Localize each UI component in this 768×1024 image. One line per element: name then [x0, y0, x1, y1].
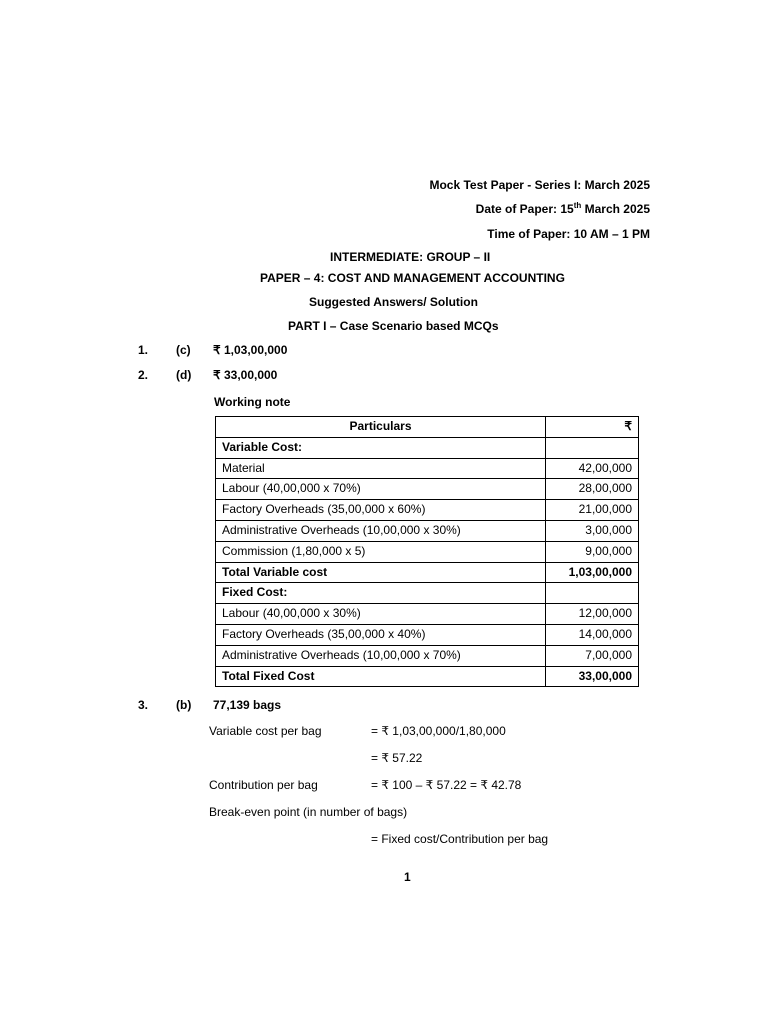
- row-amount: [546, 583, 639, 604]
- row-amount: 42,00,000: [546, 458, 639, 479]
- row-amount: 9,00,000: [546, 541, 639, 562]
- answer-2-value: ₹ 33,00,000: [213, 368, 278, 382]
- row-label: Labour (40,00,000 x 30%): [216, 604, 546, 625]
- paper-title: PAPER – 4: COST AND MANAGEMENT ACCOUNTING: [260, 271, 565, 285]
- table-row: [216, 645, 639, 666]
- answer-1-option: (c): [176, 343, 191, 357]
- table-row: [216, 666, 639, 687]
- variable-cost-equation: = ₹ 1,03,00,000/1,80,000: [371, 724, 506, 738]
- row-label: Commission (1,80,000 x 5): [216, 541, 546, 562]
- row-label: Administrative Overheads (10,00,000 x 70%): [216, 645, 546, 666]
- table-row: [216, 624, 639, 645]
- paper-date-line: [476, 202, 650, 216]
- table-row: [216, 437, 639, 458]
- row-amount: 28,00,000: [546, 479, 639, 500]
- paper-date-suffix: March 2025: [581, 202, 650, 216]
- table-row: [216, 520, 639, 541]
- answer-2-option: (d): [176, 368, 192, 382]
- suggested-answers-title: Suggested Answers/ Solution: [309, 295, 478, 309]
- table-row: [216, 500, 639, 521]
- row-amount: 33,00,000: [546, 666, 639, 687]
- paper-series-line: Mock Test Paper - Series I: March 2025: [429, 178, 650, 192]
- row-label: Total Variable cost: [216, 562, 546, 583]
- part-title: PART I – Case Scenario based MCQs: [288, 319, 499, 333]
- table-row: [216, 562, 639, 583]
- row-label: Labour (40,00,000 x 70%): [216, 479, 546, 500]
- particulars-header: Particulars: [216, 417, 546, 438]
- break-even-label: Break-even point (in number of bags): [209, 805, 408, 819]
- row-amount: 7,00,000: [546, 645, 639, 666]
- row-amount: 3,00,000: [546, 520, 639, 541]
- page-number: 1: [404, 870, 411, 884]
- row-amount: 12,00,000: [546, 604, 639, 625]
- row-label: Administrative Overheads (10,00,000 x 30%): [216, 520, 546, 541]
- paper-date-prefix: Date of Paper: 15: [475, 202, 574, 216]
- table-body: [216, 437, 639, 687]
- contribution-equation: = ₹ 100 – ₹ 57.22 = ₹ 42.78: [371, 778, 522, 792]
- row-label: Factory Overheads (35,00,000 x 40%): [216, 624, 546, 645]
- answer-1-value: ₹ 1,03,00,000: [213, 343, 288, 357]
- row-amount: 14,00,000: [546, 624, 639, 645]
- answer-1-number: 1.: [138, 343, 149, 357]
- contribution-label: Contribution per bag: [209, 778, 318, 792]
- row-label: Factory Overheads (35,00,000 x 60%): [216, 500, 546, 521]
- paper-time-line: Time of Paper: 10 AM – 1 PM: [487, 227, 650, 241]
- rupee-header: ₹: [546, 417, 639, 438]
- table-row: [216, 458, 639, 479]
- row-label: Variable Cost:: [216, 437, 546, 458]
- table-row: [216, 604, 639, 625]
- answer-3-value: 77,139 bags: [213, 698, 282, 712]
- table-row: [216, 541, 639, 562]
- row-amount: 1,03,00,000: [546, 562, 639, 583]
- row-amount: 21,00,000: [546, 500, 639, 521]
- row-label: Fixed Cost:: [216, 583, 546, 604]
- group-title: INTERMEDIATE: GROUP – II: [330, 250, 491, 264]
- answer-3-option: (b): [176, 698, 192, 712]
- row-label: Material: [216, 458, 546, 479]
- table-row: [216, 583, 639, 604]
- row-amount: [546, 437, 639, 458]
- paper-date-sup: th: [573, 201, 582, 210]
- variable-cost-result: = ₹ 57.22: [371, 751, 423, 765]
- row-label: Total Fixed Cost: [216, 666, 546, 687]
- working-note-title: Working note: [214, 395, 291, 409]
- break-even-equation: = Fixed cost/Contribution per bag: [371, 832, 549, 846]
- table-header-row: [216, 417, 639, 438]
- answer-2-number: 2.: [138, 368, 149, 382]
- working-note-table: [215, 416, 639, 687]
- table-row: [216, 479, 639, 500]
- answer-3-number: 3.: [138, 698, 149, 712]
- variable-cost-label: Variable cost per bag: [209, 724, 322, 738]
